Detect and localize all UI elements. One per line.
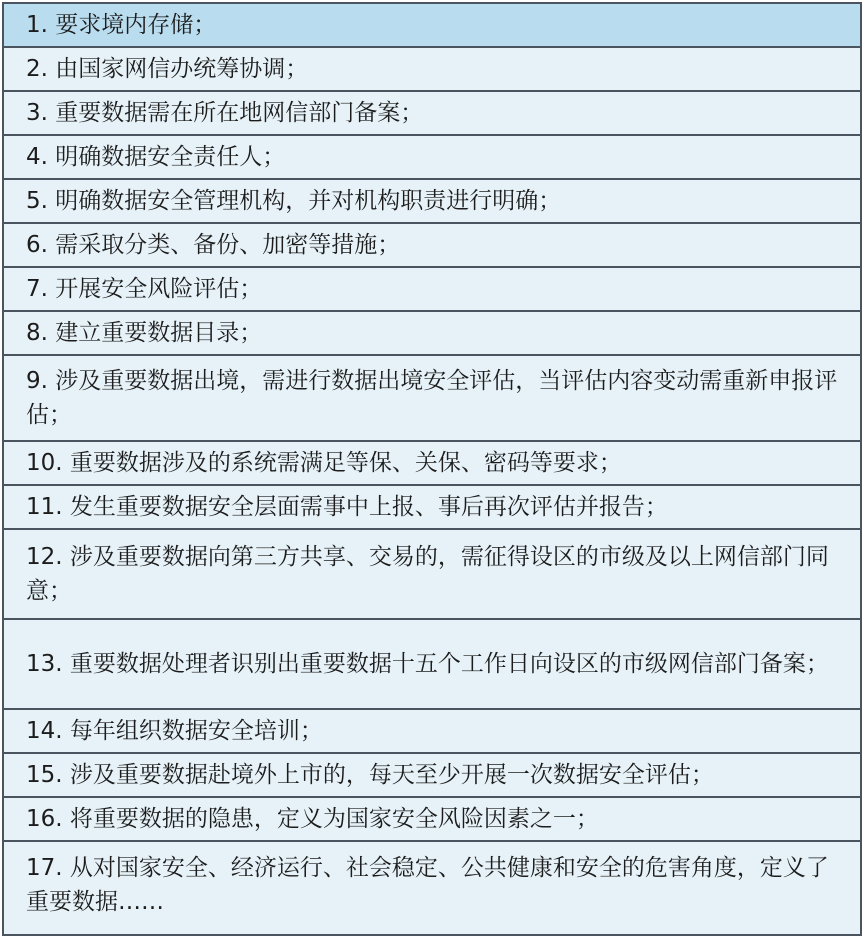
list-item-text: 3. 重要数据需在所在地网信部门备案； (26, 100, 424, 126)
requirements-list (2, 2, 862, 936)
list-item (4, 486, 860, 530)
list-item (4, 268, 860, 312)
list-item-text: 15. 涉及重要数据赴境外上市的，每天至少开展一次数据安全评估； (26, 762, 714, 788)
list-item-text: 9. 涉及重要数据出境，需进行数据出境安全评估，当评估内容变动需重新申报评估； (26, 368, 838, 428)
list-item-text: 13. 重要数据处理者识别出重要数据十五个工作日向设区的市级网信部门备案； (26, 651, 829, 677)
list-item-text: 17. 从对国家安全、经济运行、社会稳定、公共健康和安全的危害角度，定义了重要数据…… (26, 855, 829, 915)
list-item (4, 754, 860, 798)
list-item-text: 4. 明确数据安全责任人； (26, 144, 286, 170)
list-item (4, 224, 860, 268)
list-item-text: 7. 开展安全风险评估； (26, 276, 263, 302)
list-item (4, 312, 860, 356)
list-item-text: 10. 重要数据涉及的系统需满足等保、关保、密码等要求； (26, 450, 622, 476)
list-item-text: 6. 需采取分类、备份、加密等措施； (26, 232, 401, 258)
list-item-text: 1. 要求境内存储； (26, 12, 217, 38)
list-item-text: 14. 每年组织数据安全培训； (26, 718, 323, 744)
list-item-text: 16. 将重要数据的隐患，定义为国家安全风险因素之一； (26, 806, 599, 832)
list-item (4, 48, 860, 92)
list-item (4, 530, 860, 620)
list-item-text: 2. 由国家网信办统筹协调； (26, 56, 309, 82)
list-item (4, 4, 860, 48)
list-item-text: 5. 明确数据安全管理机构，并对机构职责进行明确； (26, 188, 562, 214)
list-item-text: 8. 建立重要数据目录； (26, 320, 263, 346)
list-item (4, 442, 860, 486)
list-item (4, 180, 860, 224)
list-item-text: 12. 涉及重要数据向第三方共享、交易的，需征得设区的市级及以上网信部门同意； (26, 544, 829, 604)
list-item (4, 136, 860, 180)
list-item (4, 710, 860, 754)
list-item-text: 11. 发生重要数据安全层面需事中上报、事后再次评估并报告； (26, 494, 668, 520)
list-item (4, 620, 860, 710)
list-item (4, 798, 860, 842)
list-item (4, 92, 860, 136)
list-item (4, 356, 860, 442)
list-item (4, 842, 860, 928)
